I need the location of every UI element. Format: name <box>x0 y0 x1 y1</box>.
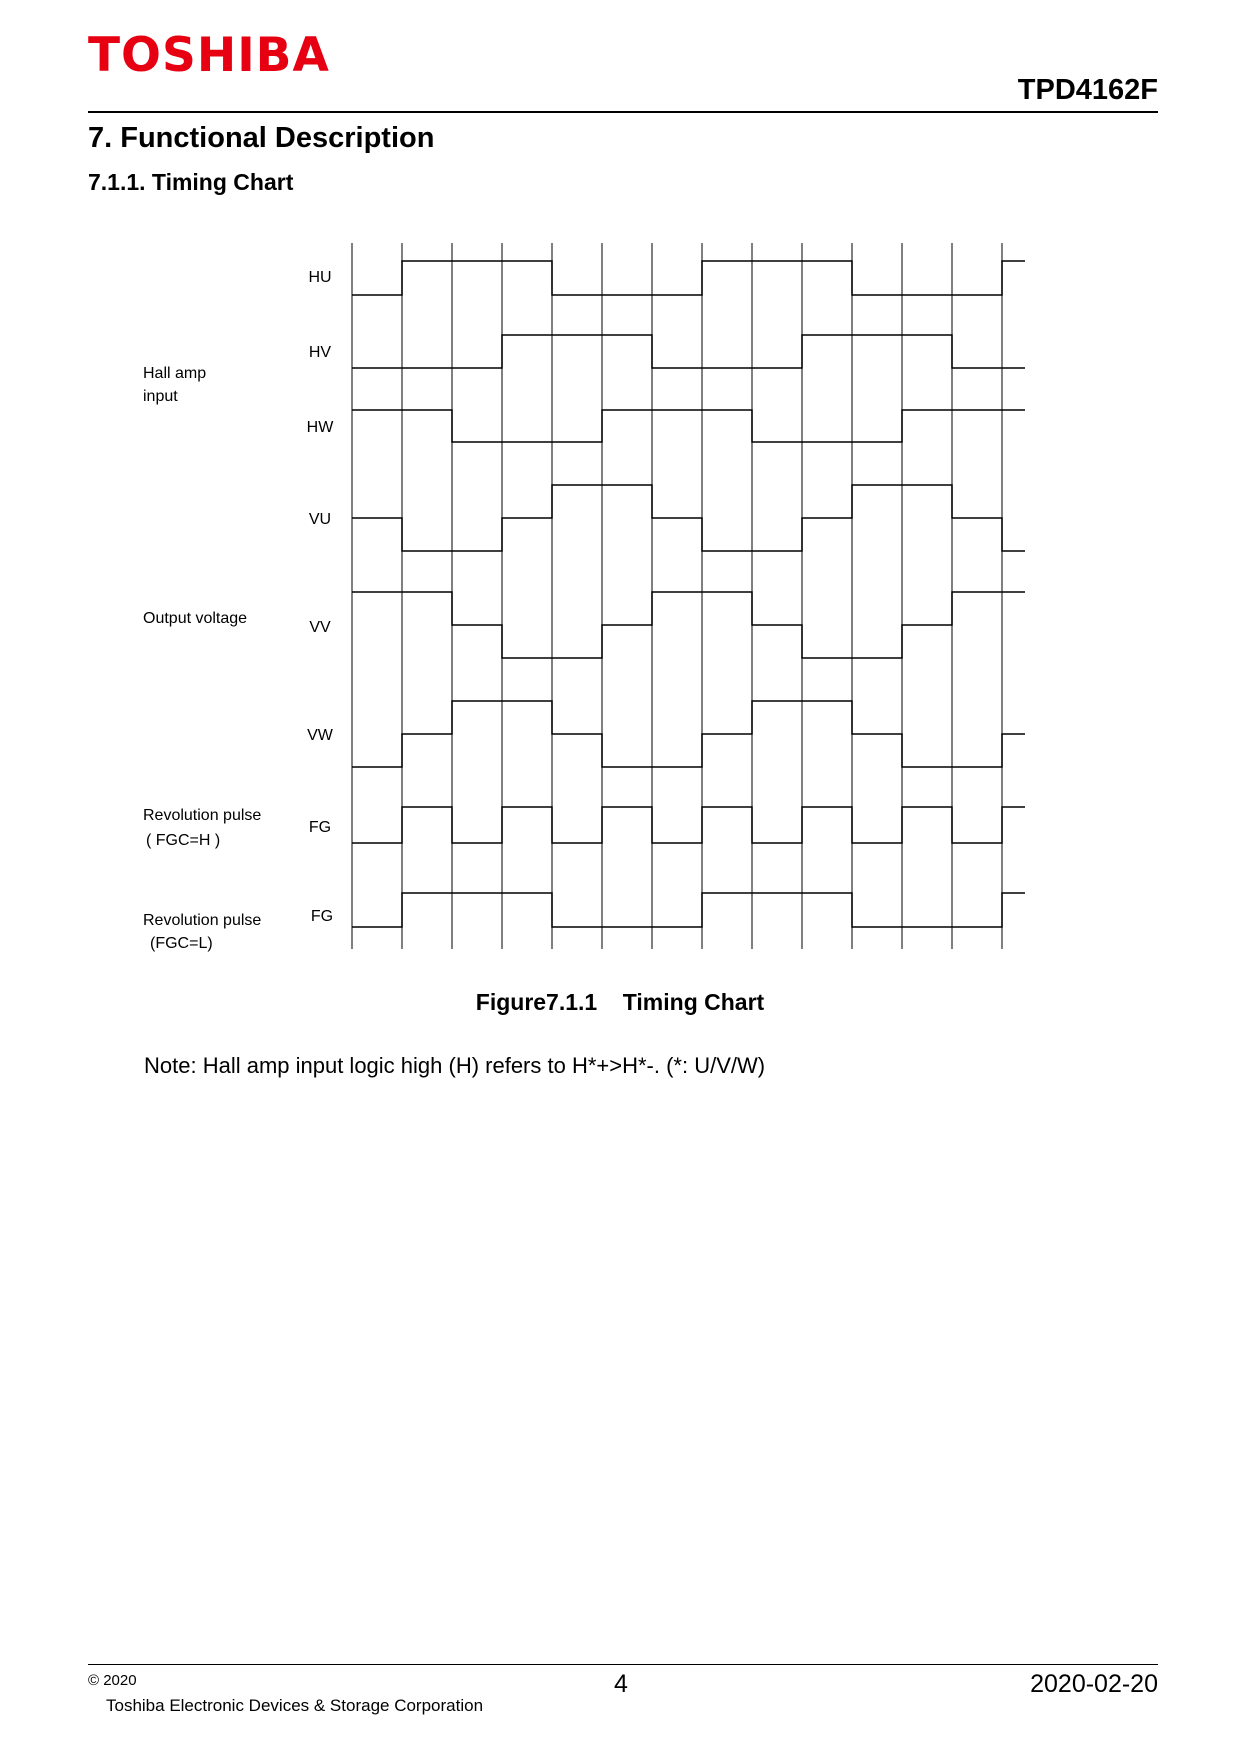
section-subtitle: 7.1.1. Timing Chart <box>88 169 294 195</box>
signal-label-fg-h: FG <box>308 819 332 836</box>
waveform-vv-4 <box>352 592 1025 658</box>
waveform-hu-0 <box>352 261 1025 295</box>
part-number: TPD4162F <box>1017 74 1158 106</box>
group-label-rev-l-line2: (FGC=L) <box>150 935 213 952</box>
waveform-hw-2 <box>352 410 1025 442</box>
signal-label-vv: VV <box>309 619 331 636</box>
signal-label-vu: VU <box>308 511 332 528</box>
signal-label-fg-l: FG <box>310 908 334 925</box>
section-title: 7. Functional Description <box>88 122 435 154</box>
group-label-rev-h-line2: ( FGC=H ) <box>146 832 221 849</box>
figure-caption: Figure7.1.1 Timing Chart <box>475 989 765 1015</box>
footer-page-number: 4 <box>614 1670 628 1698</box>
waveform-hv-1 <box>352 335 1025 368</box>
waveform-vw-5 <box>352 701 1025 767</box>
group-label-rev-l-line1: Revolution pulse <box>143 912 262 929</box>
footer-company: Toshiba Electronic Devices & Storage Corporation <box>106 1696 484 1715</box>
note-text: Note: Hall amp input logic high (H) refers to H*+>H*-. (*: U/V/W) <box>144 1053 766 1078</box>
signal-label-vw: VW <box>307 727 333 744</box>
signal-label-hu: HU <box>308 269 332 286</box>
toshiba-logo: TOSHIBA <box>88 28 330 83</box>
waveform-fg-7 <box>352 893 1025 927</box>
group-label-output: Output voltage <box>143 610 248 627</box>
waveform-vu-3 <box>352 485 1025 551</box>
group-label-hall-line1: Hall amp <box>143 365 207 382</box>
footer-copyright: © 2020 <box>88 1672 137 1689</box>
footer-date: 2020-02-20 <box>1030 1670 1158 1698</box>
waveform-fg-6 <box>352 807 1025 843</box>
group-label-hall-line2: input <box>143 388 178 405</box>
signal-label-hv: HV <box>308 344 332 361</box>
signal-label-hw: HW <box>306 419 334 436</box>
group-label-rev-h-line1: Revolution pulse <box>143 807 262 824</box>
footer-rule <box>88 1664 1158 1665</box>
timing-waveforms <box>352 261 1025 927</box>
